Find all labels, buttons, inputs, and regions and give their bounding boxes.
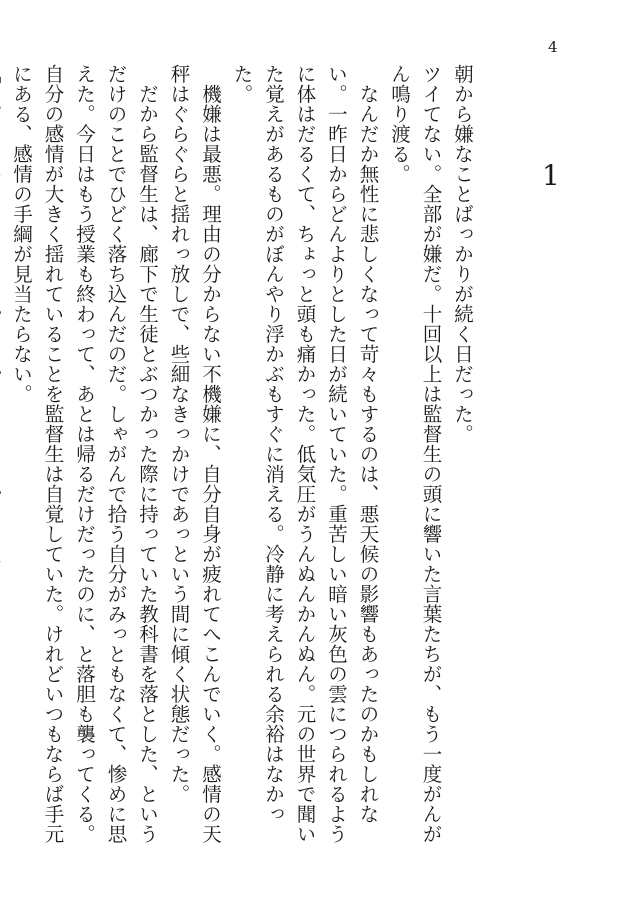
- page-number: 4: [548, 38, 558, 56]
- body-text: [0, 64, 478, 854]
- paragraph-5: だから監督生は、廊下で生徒とぶつかった際に持っていた教科書を落とした、というだけのことでひどく落ち込んだのだ。しゃがんで拾う自分がみっともなくて、惨めに思えた。今日はもう授業も終わって、あとは帰るだけだったのに、と落胆も襲ってくる。自分の感情が大きく揺れていることを監督生は自覚していた。けれどいつもならば手元にある、感情の手綱が見当たらない。: [10, 64, 159, 844]
- paragraph-1: 朝から嫌なことばっかりが続く日だった。: [451, 64, 474, 444]
- paragraph-6: [0, 64, 6, 854]
- paragraph-4: 機嫌は最悪。理由の分からない不機嫌に、自分自身が疲れてへこんでいく。感情の天秤はぐらぐらと揺れっ放しで、些細なきっかけであっという間に傾く状態だった。: [167, 64, 222, 844]
- chapter-number: 1: [542, 159, 560, 192]
- paragraph-3: なんだか無性に悲しくなって苛々もするのは、悪天候の影響もあったのかもしれない。一昨日からどんよりとした日が続いていた。重苦しい暗い灰色の雲につられるように体はだるくて、ちょっと頭も痛かった。低気圧がうんぬんかんぬん。元の世界で聞いた覚えがあるものがぼんやり浮かぶもすぐに消える。冷静に考えられる余裕はなかった。: [230, 64, 380, 844]
- paragraph-2: ツイてない。全部が嫌だ。十回以上は監督生の頭に響いた言葉たちが、もう一度がんがん鳴り渡る。: [388, 64, 443, 844]
